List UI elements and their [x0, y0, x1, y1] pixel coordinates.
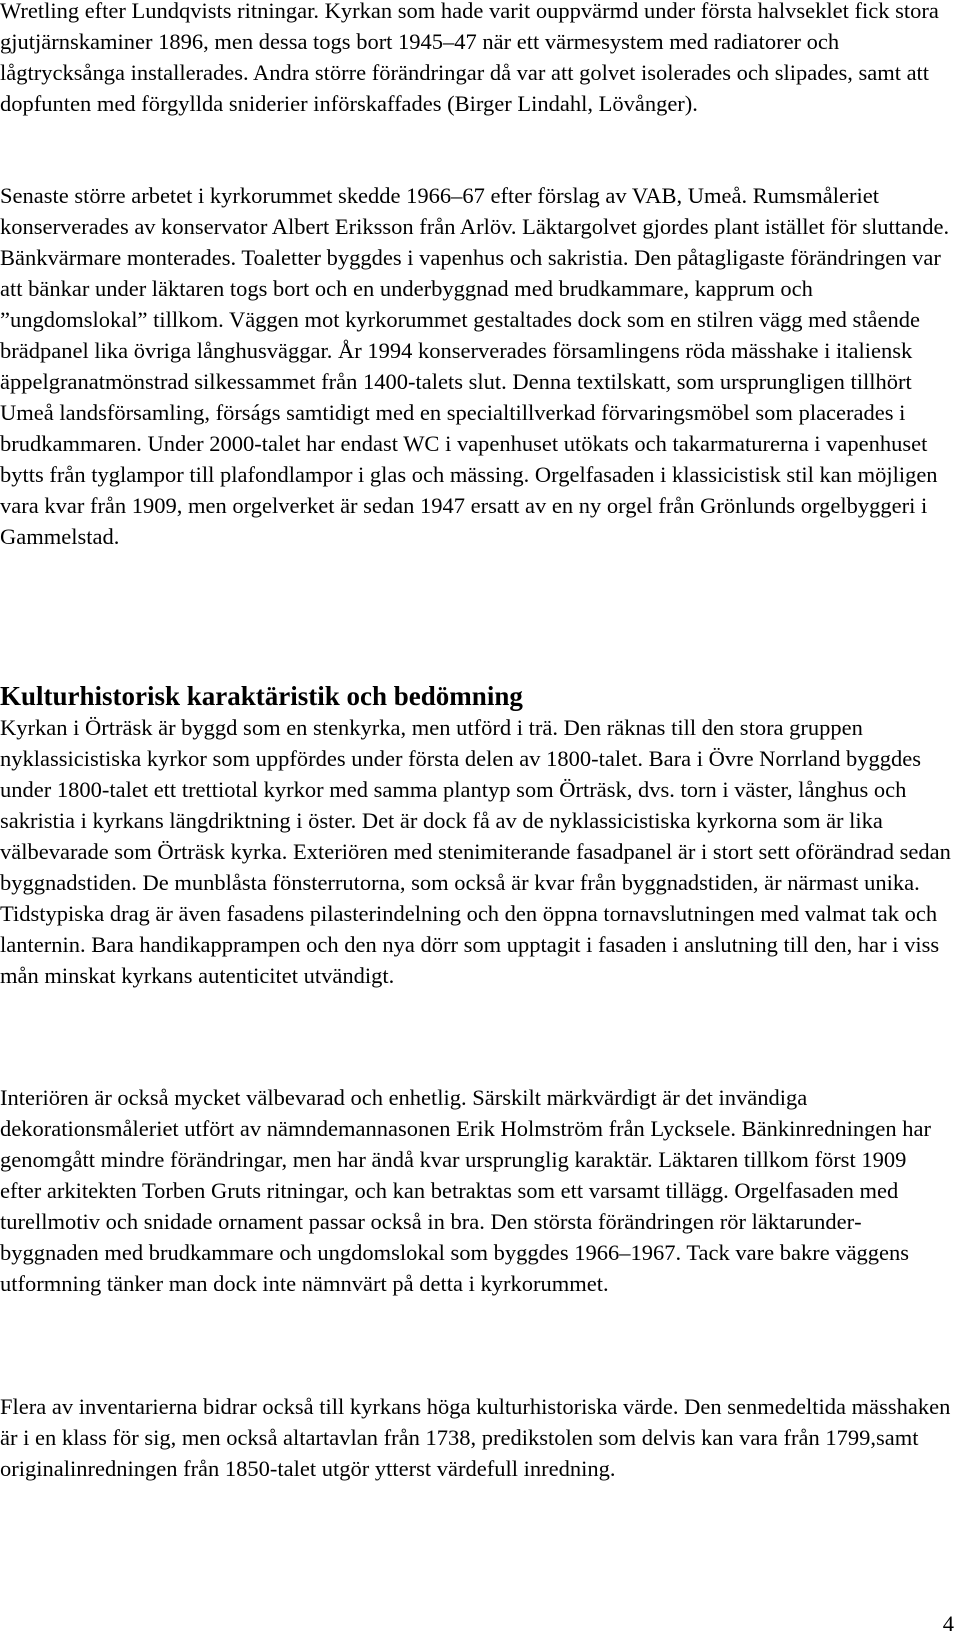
section-heading: Kulturhistorisk karaktäristik och bedömning	[0, 681, 523, 711]
paragraph-cultural-assessment: Kyrkan i Örträsk är byggd som en stenkyrka, men utförd i trä. Den räknas till den stora gruppen nyklassicistiska kyrkor som uppfördes under första delen av 1800-talet. Bara i Övre Norrland byggdes under 1800-talet ett trettiotal kyrkor med samma plantyp som Örträsk, dvs. torn i väster, långhus och sakristia i kyrkans längdriktning i öster. Det är dock få av de nyklassicistiska kyrkorna som är lika välbevarade som Örträsk kyrka. Exteriören med stenimiterande fasadpanel är i stort sett oförändrad sedan byggnadstiden. De munblåsta fönsterrutorna, som också är kvar från byggnadstiden, är närmast unika. Tidstypiska drag är även fasadens pilasterindelning och den öppna tornavslutningen med valmat tak och lanternin. Bara handikapprampen och den nya dörr som upptagit i fasaden i anslutning till den, har i viss mån minskat kyrkans autenticitet utvändigt.	[0, 715, 951, 988]
paragraph-inventory: Flera av inventarierna bidrar också till kyrkans höga kulturhistoriska värde. Den senmedeltida mässhaken är i en klass för sig, men också altartavlan från 1738, predikstolen som delvis kan vara från 1799,samt originalinredningen från 1850-talet utgör ytterst värdefull inredning.	[0, 1394, 951, 1481]
page-number: 4	[942, 1611, 954, 1636]
paragraph-interior: Interiören är också mycket välbevarad och enhetlig. Särskilt märkvärdigt är det invändiga dekorationsmåleriet utfört av nämndemannasonen Erik Holmström från Lycksele. Bänkinredningen har genomgått mindre förändringar, men har ändå kvar ursprunglig karaktär. Läktaren tillkom först 1909 efter arkitekten Torben Gruts ritningar, och kan betraktas som ett varsamt tillägg. Orgelfasaden med turellmotiv och snidade ornament passar också in bra. Den största förändringen rör läktarunderbyggnaden med brudkammare och ungdomslokal som byggdes 1966–1967. Tack vare bakre väggens utformning tänker man dock inte nämnvärt på detta i kyrkorummet.	[0, 1085, 931, 1296]
paragraph-recent-works: Senaste större arbetet i kyrkorummet skedde 1966–67 efter förslag av VAB, Umeå. Rumsmåleriet konserverades av konservator Albert Eriksson från Arlöv. Läktargolvet gjordes plant istället för sluttande. Bänkvärmare monterades. Toaletter byggdes i vapenhus och sakristia. Den påtagligaste förändringen var att bänkar under läktaren togs bort och en underbyggnad med brudkammare, kapprum och ”ungdomslokal” tillkom. Väggen mot kyrkorummet gestaltades dock som en stilren vägg med stående brädpanel lika övriga långhusväggar. År 1994 konserverades församlingens röda mässhake i italiensk äppelgranatmönstrad silkessammet från 1400-talets slut. Denna textilskatt, som ursprungligen tillhört Umeå landsförsamling, förságs samtidigt med en specialtillverkad förvaringsmöbel som placerades i brudkammaren. Under 2000-talet har endast WC i vapenhuset utökats och takarmaturerna i vapenhuset bytts från tyglampor till plafondlampor i glas och mässing. Orgelfasaden i klassicistisk stil kan möjligen vara kvar från 1909, men orgelverket är sedan 1947 ersatt av en ny orgel från Grönlunds orgelbyggeri i Gammelstad.	[0, 183, 950, 549]
paragraph-renovation-history: Wretling efter Lundqvists ritningar. Kyrkan som hade varit ouppvärmd under första halvseklet fick stora gjutjärnskaminer 1896, men dessa togs bort 1945–47 när ett värmesystem med radiatorer och lågtrycksånga installerades. Andra större förändringar då var att golvet isolerades och slipades, samt att dopfunten med förgyllda sniderier införskaffades (Birger Lindahl, Lövånger).	[0, 0, 939, 116]
